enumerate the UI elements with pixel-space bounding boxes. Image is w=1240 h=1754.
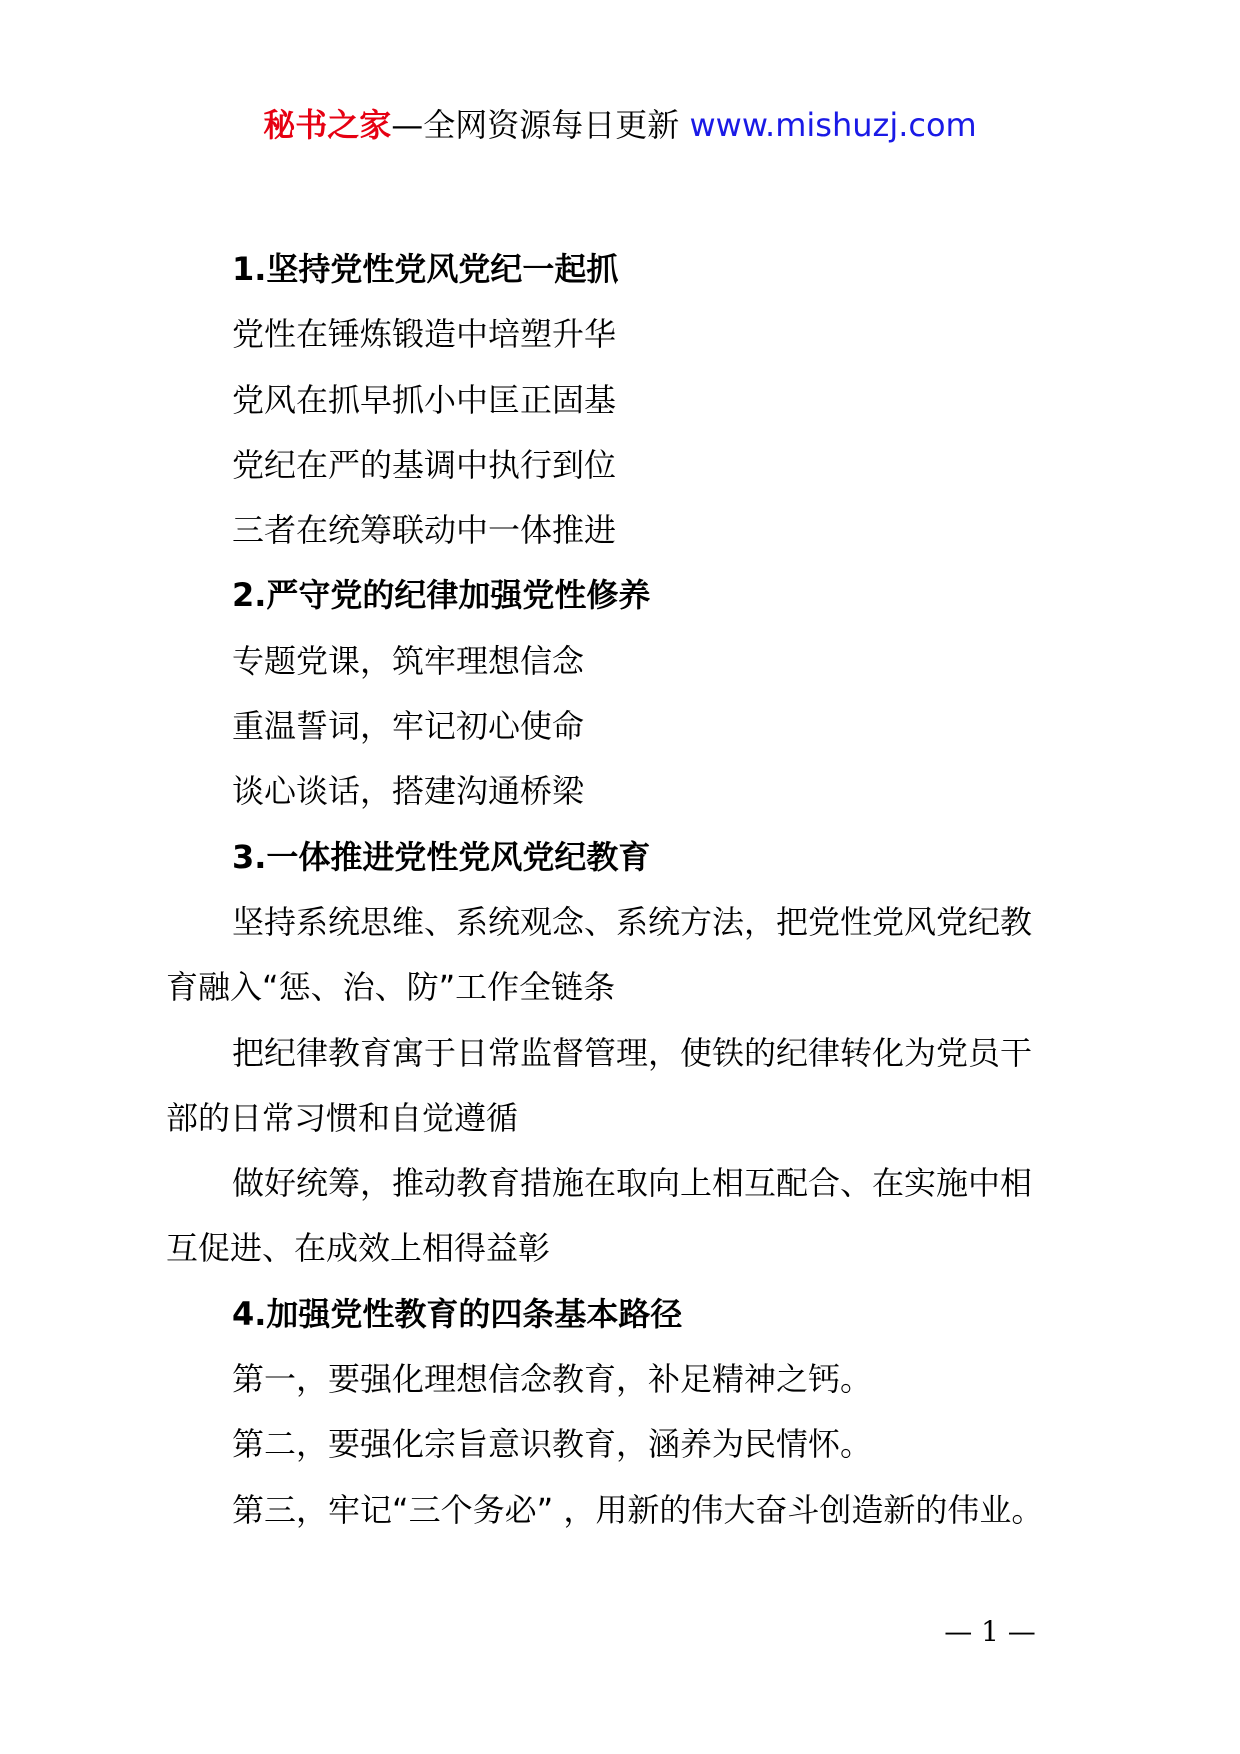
section-heading-3: 3.一体推进党性党风党纪教育 [232,837,651,876]
paragraph [166,1021,1086,1152]
list-item: 重温誓词，牢记初心使命 [232,707,585,746]
section-heading-4: 4.加强党性教育的四条基本路径 [232,1294,683,1333]
section-heading-2: 2.严守党的纪律加强党性修养 [232,576,651,615]
section-heading-1: 1.坚持党性党风党纪一起抓 [232,250,619,288]
document-body [166,237,1086,1543]
paragraph-line: 部的日常习惯和自觉遵循 [166,1098,519,1137]
page-number: — 1 — [944,1615,1036,1648]
list-item: 专题党课，筑牢理想信念 [232,641,585,680]
paragraph-line: 做好统筹，推动教育措施在取向上相互配合、在实施中相 [232,1164,1033,1203]
paragraph [166,890,1086,1021]
paragraph-line: 育融入“惩、治、防”工作全链条 [166,968,616,1007]
list-item: 第三，牢记“三个务必” ，用新的伟大奋斗创造新的伟业。 [232,1490,1044,1529]
header-tagline: —全网资源每日更新 [391,106,680,144]
list-item: 第一，要强化理想信念教育，补足精神之钙。 [232,1360,873,1399]
paragraph-line: 坚持系统思维、系统观念、系统方法，把党性党风党纪教 [232,902,1033,941]
list-item: 党风在抓早抓小中匡正固基 [232,380,617,419]
list-item: 党纪在严的基调中执行到位 [232,445,617,484]
site-header [0,100,1240,150]
list-item: 第二，要强化宗旨意识教育，涵养为民情怀。 [232,1425,873,1464]
paragraph-line: 互促进、在成效上相得益彰 [166,1229,551,1268]
list-item: 党性在锤炼锻造中培塑升华 [232,315,617,354]
site-url-link[interactable]: www.mishuzj.com [689,106,977,144]
paragraph [166,1151,1086,1282]
paragraph-line: 把纪律教育寓于日常监督管理，使铁的纪律转化为党员干 [232,1033,1033,1072]
brand-name: 秘书之家 [263,106,392,144]
list-item: 谈心谈话，搭建沟通桥梁 [232,772,585,811]
list-item: 三者在统筹联动中一体推进 [232,511,617,550]
